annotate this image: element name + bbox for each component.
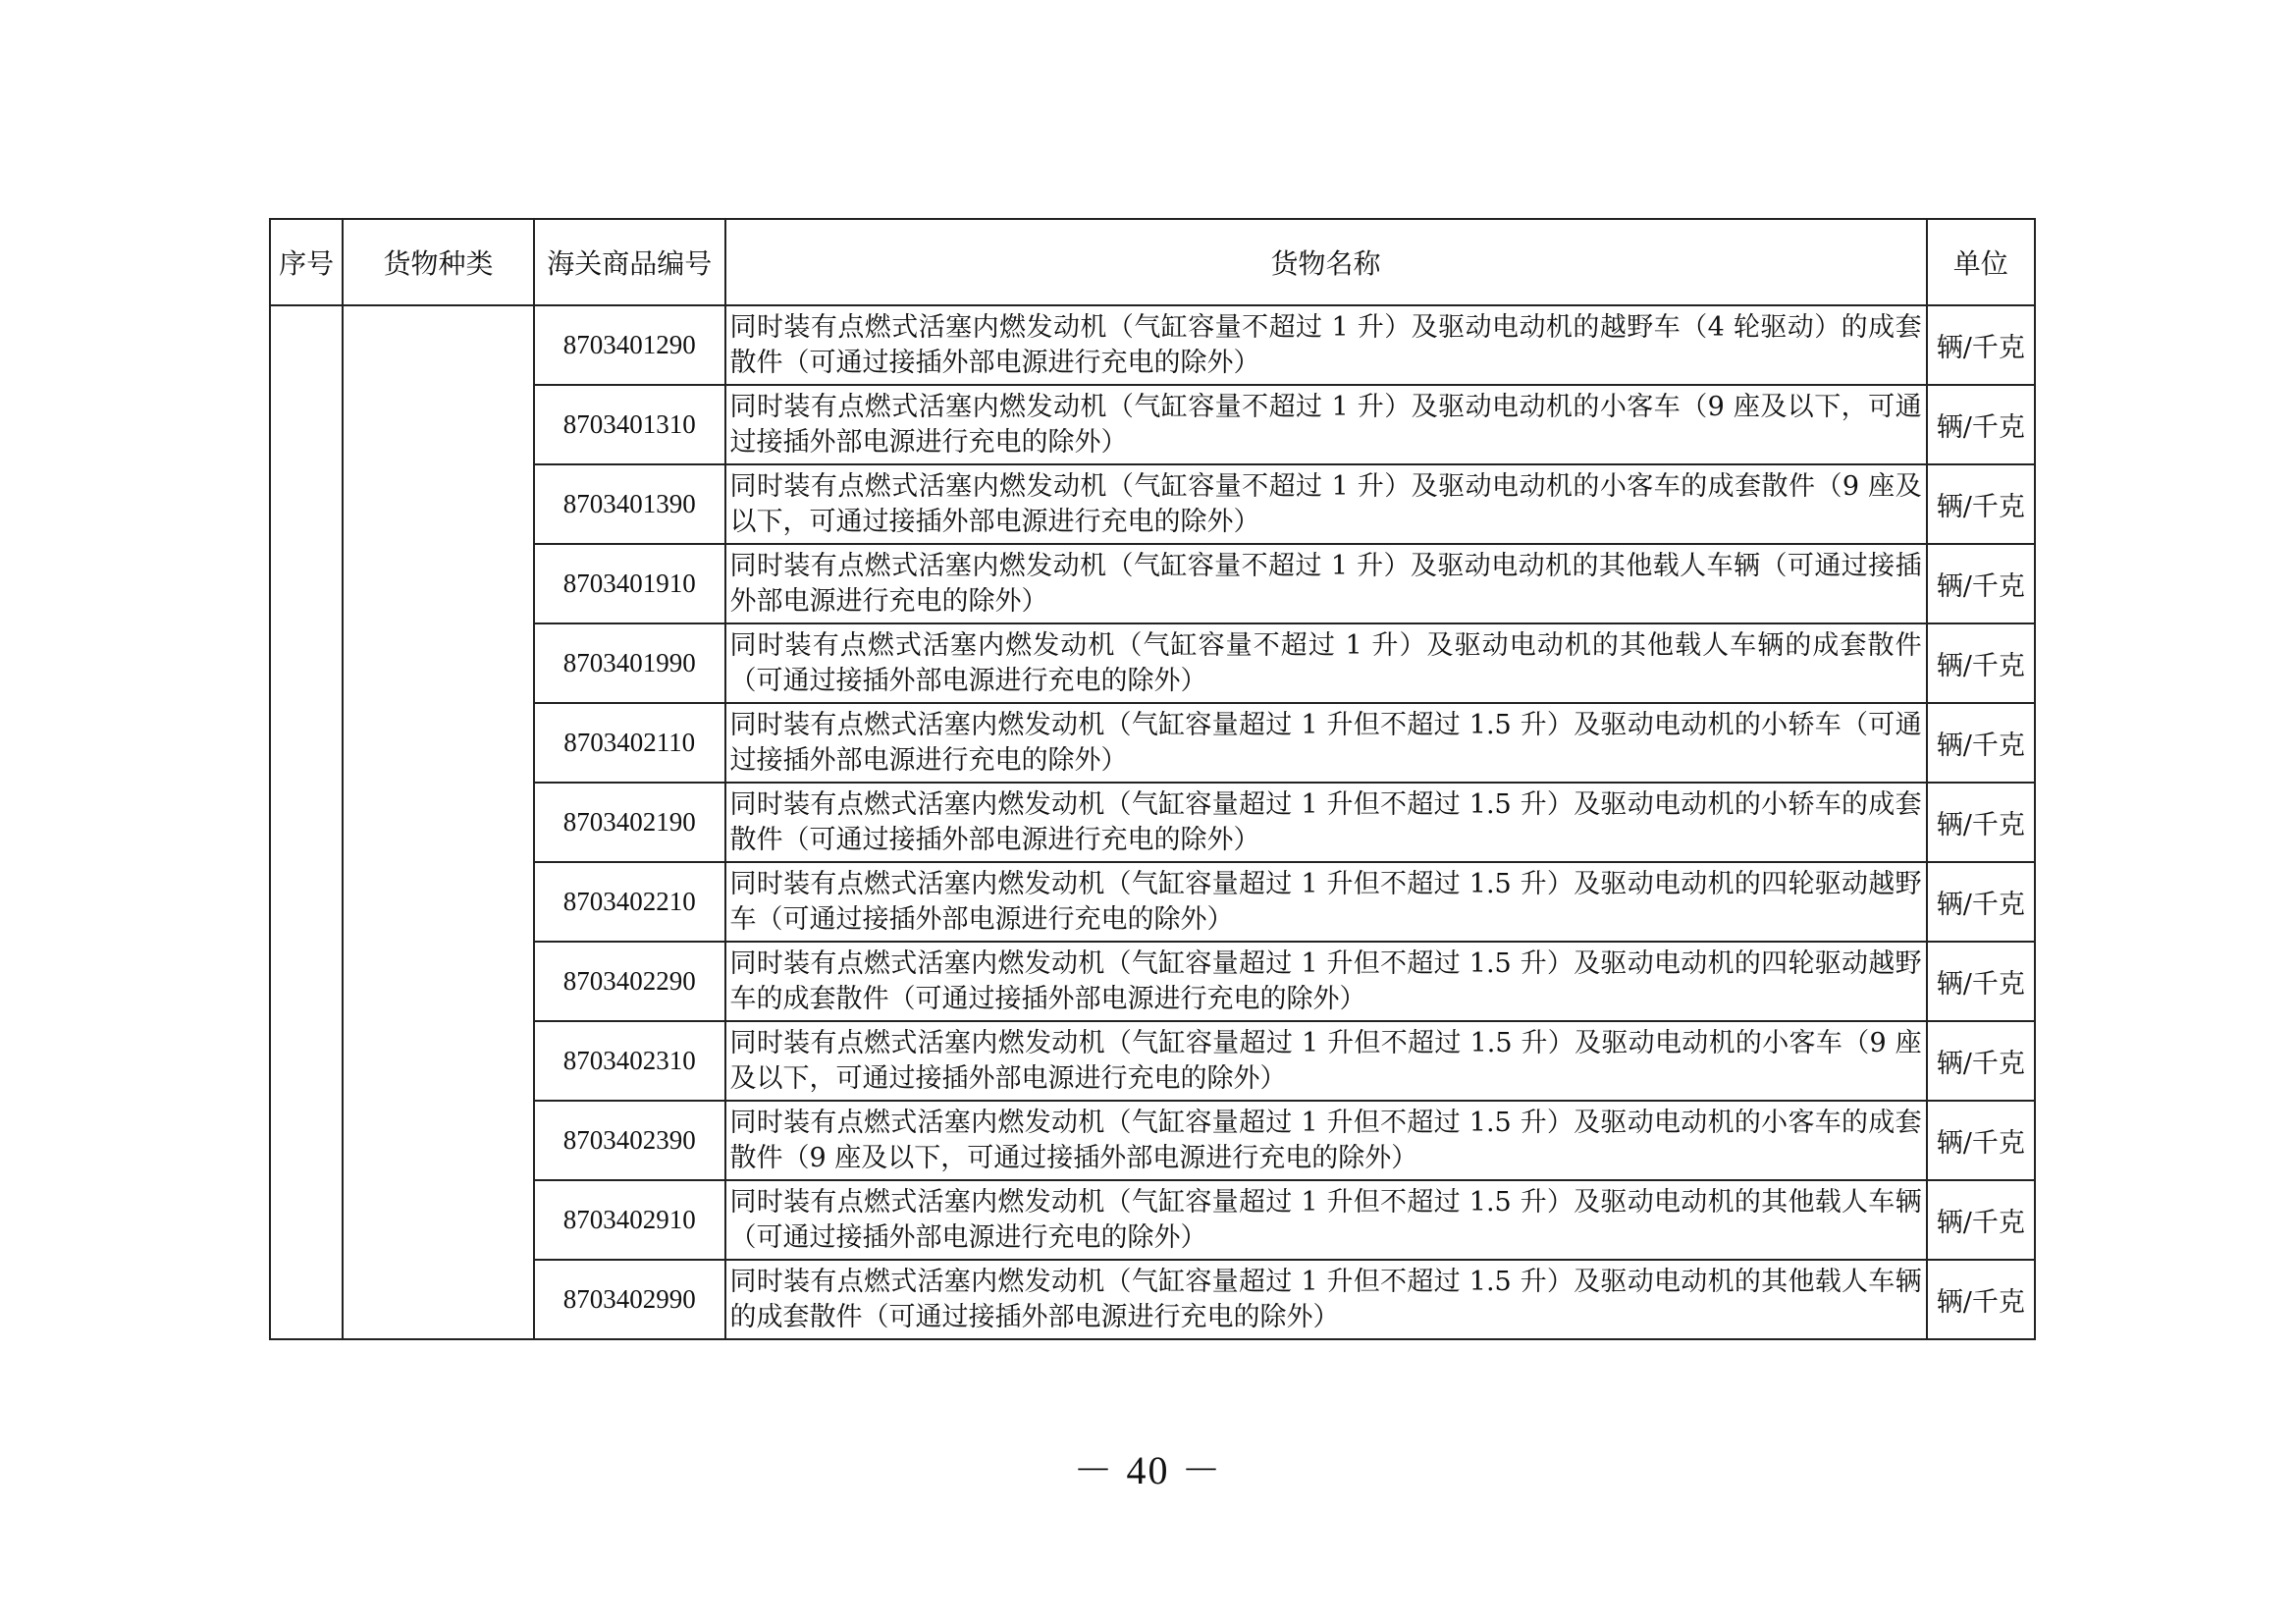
cell-no	[270, 305, 343, 1339]
cell-unit: 辆/千克	[1927, 385, 2035, 464]
cell-goods-name: 同时装有点燃式活塞内燃发动机（气缸容量不超过 1 升）及驱动电动机的其他载人车辆（可通过接插外部电源进行充电的除外）	[725, 544, 1927, 623]
cell-goods-name: 同时装有点燃式活塞内燃发动机（气缸容量超过 1 升但不超过 1.5 升）及驱动电动机的四轮驱动越野车的成套散件（可通过接插外部电源进行充电的除外）	[725, 942, 1927, 1021]
cell-unit: 辆/千克	[1927, 703, 2035, 783]
cell-unit: 辆/千克	[1927, 544, 2035, 623]
table-row	[270, 1180, 2035, 1260]
table-row	[270, 862, 2035, 942]
cell-hs-code: 8703401310	[534, 385, 725, 464]
page-number: － 40 －	[1073, 1448, 1223, 1492]
cell-hs-code: 8703402310	[534, 1021, 725, 1101]
cell-hs-code: 8703401990	[534, 623, 725, 703]
goods-table	[269, 218, 2036, 1340]
table-row	[270, 464, 2035, 544]
table-row	[270, 1260, 2035, 1339]
table-row	[270, 305, 2035, 385]
header-goods-name: 货物名称	[725, 219, 1927, 305]
table-row	[270, 1021, 2035, 1101]
cell-unit: 辆/千克	[1927, 862, 2035, 942]
cell-unit: 辆/千克	[1927, 1021, 2035, 1101]
cell-unit: 辆/千克	[1927, 1180, 2035, 1260]
cell-hs-code: 8703402290	[534, 942, 725, 1021]
cell-unit: 辆/千克	[1927, 464, 2035, 544]
cell-hs-code: 8703401390	[534, 464, 725, 544]
cell-unit: 辆/千克	[1927, 623, 2035, 703]
cell-unit: 辆/千克	[1927, 1101, 2035, 1180]
cell-goods-name: 同时装有点燃式活塞内燃发动机（气缸容量不超过 1 升）及驱动电动机的越野车（4 轮驱动）的成套散件（可通过接插外部电源进行充电的除外）	[725, 305, 1927, 385]
cell-hs-code: 8703402210	[534, 862, 725, 942]
table-row	[270, 1101, 2035, 1180]
cell-hs-code: 8703402190	[534, 783, 725, 862]
cell-goods-name: 同时装有点燃式活塞内燃发动机（气缸容量超过 1 升但不超过 1.5 升）及驱动电动机的小客车（9 座及以下，可通过接插外部电源进行充电的除外）	[725, 1021, 1927, 1101]
table-row	[270, 942, 2035, 1021]
table-row	[270, 703, 2035, 783]
cell-goods-name: 同时装有点燃式活塞内燃发动机（气缸容量不超过 1 升）及驱动电动机的其他载人车辆的成套散件（可通过接插外部电源进行充电的除外）	[725, 623, 1927, 703]
cell-goods-name: 同时装有点燃式活塞内燃发动机（气缸容量超过 1 升但不超过 1.5 升）及驱动电动机的小客车的成套散件（9 座及以下，可通过接插外部电源进行充电的除外）	[725, 1101, 1927, 1180]
cell-goods-name: 同时装有点燃式活塞内燃发动机（气缸容量超过 1 升但不超过 1.5 升）及驱动电动机的小轿车的成套散件（可通过接插外部电源进行充电的除外）	[725, 783, 1927, 862]
cell-goods-name: 同时装有点燃式活塞内燃发动机（气缸容量超过 1 升但不超过 1.5 升）及驱动电动机的其他载人车辆（可通过接插外部电源进行充电的除外）	[725, 1180, 1927, 1260]
cell-hs-code: 8703401910	[534, 544, 725, 623]
cell-goods-name: 同时装有点燃式活塞内燃发动机（气缸容量超过 1 升但不超过 1.5 升）及驱动电动机的小轿车（可通过接插外部电源进行充电的除外）	[725, 703, 1927, 783]
cell-unit: 辆/千克	[1927, 783, 2035, 862]
cell-unit: 辆/千克	[1927, 1260, 2035, 1339]
header-no: 序号	[270, 219, 343, 305]
cell-goods-name: 同时装有点燃式活塞内燃发动机（气缸容量超过 1 升但不超过 1.5 升）及驱动电动机的其他载人车辆的成套散件（可通过接插外部电源进行充电的除外）	[725, 1260, 1927, 1339]
cell-hs-code: 8703402110	[534, 703, 725, 783]
cell-hs-code: 8703402990	[534, 1260, 725, 1339]
table-body	[270, 305, 2035, 1339]
cell-unit: 辆/千克	[1927, 942, 2035, 1021]
cell-unit: 辆/千克	[1927, 305, 2035, 385]
table-row	[270, 544, 2035, 623]
cell-hs-code: 8703401290	[534, 305, 725, 385]
cell-hs-code: 8703402910	[534, 1180, 725, 1260]
cell-category	[343, 305, 534, 1339]
table-row	[270, 385, 2035, 464]
header-category: 货物种类	[343, 219, 534, 305]
table-row	[270, 623, 2035, 703]
header-unit: 单位	[1927, 219, 2035, 305]
cell-goods-name: 同时装有点燃式活塞内燃发动机（气缸容量不超过 1 升）及驱动电动机的小客车的成套散件（9 座及以下，可通过接插外部电源进行充电的除外）	[725, 464, 1927, 544]
header-row	[270, 219, 2035, 305]
table-row	[270, 783, 2035, 862]
cell-goods-name: 同时装有点燃式活塞内燃发动机（气缸容量不超过 1 升）及驱动电动机的小客车（9 座及以下，可通过接插外部电源进行充电的除外）	[725, 385, 1927, 464]
cell-goods-name: 同时装有点燃式活塞内燃发动机（气缸容量超过 1 升但不超过 1.5 升）及驱动电动机的四轮驱动越野车（可通过接插外部电源进行充电的除外）	[725, 862, 1927, 942]
cell-hs-code: 8703402390	[534, 1101, 725, 1180]
header-hs-code: 海关商品编号	[534, 219, 725, 305]
